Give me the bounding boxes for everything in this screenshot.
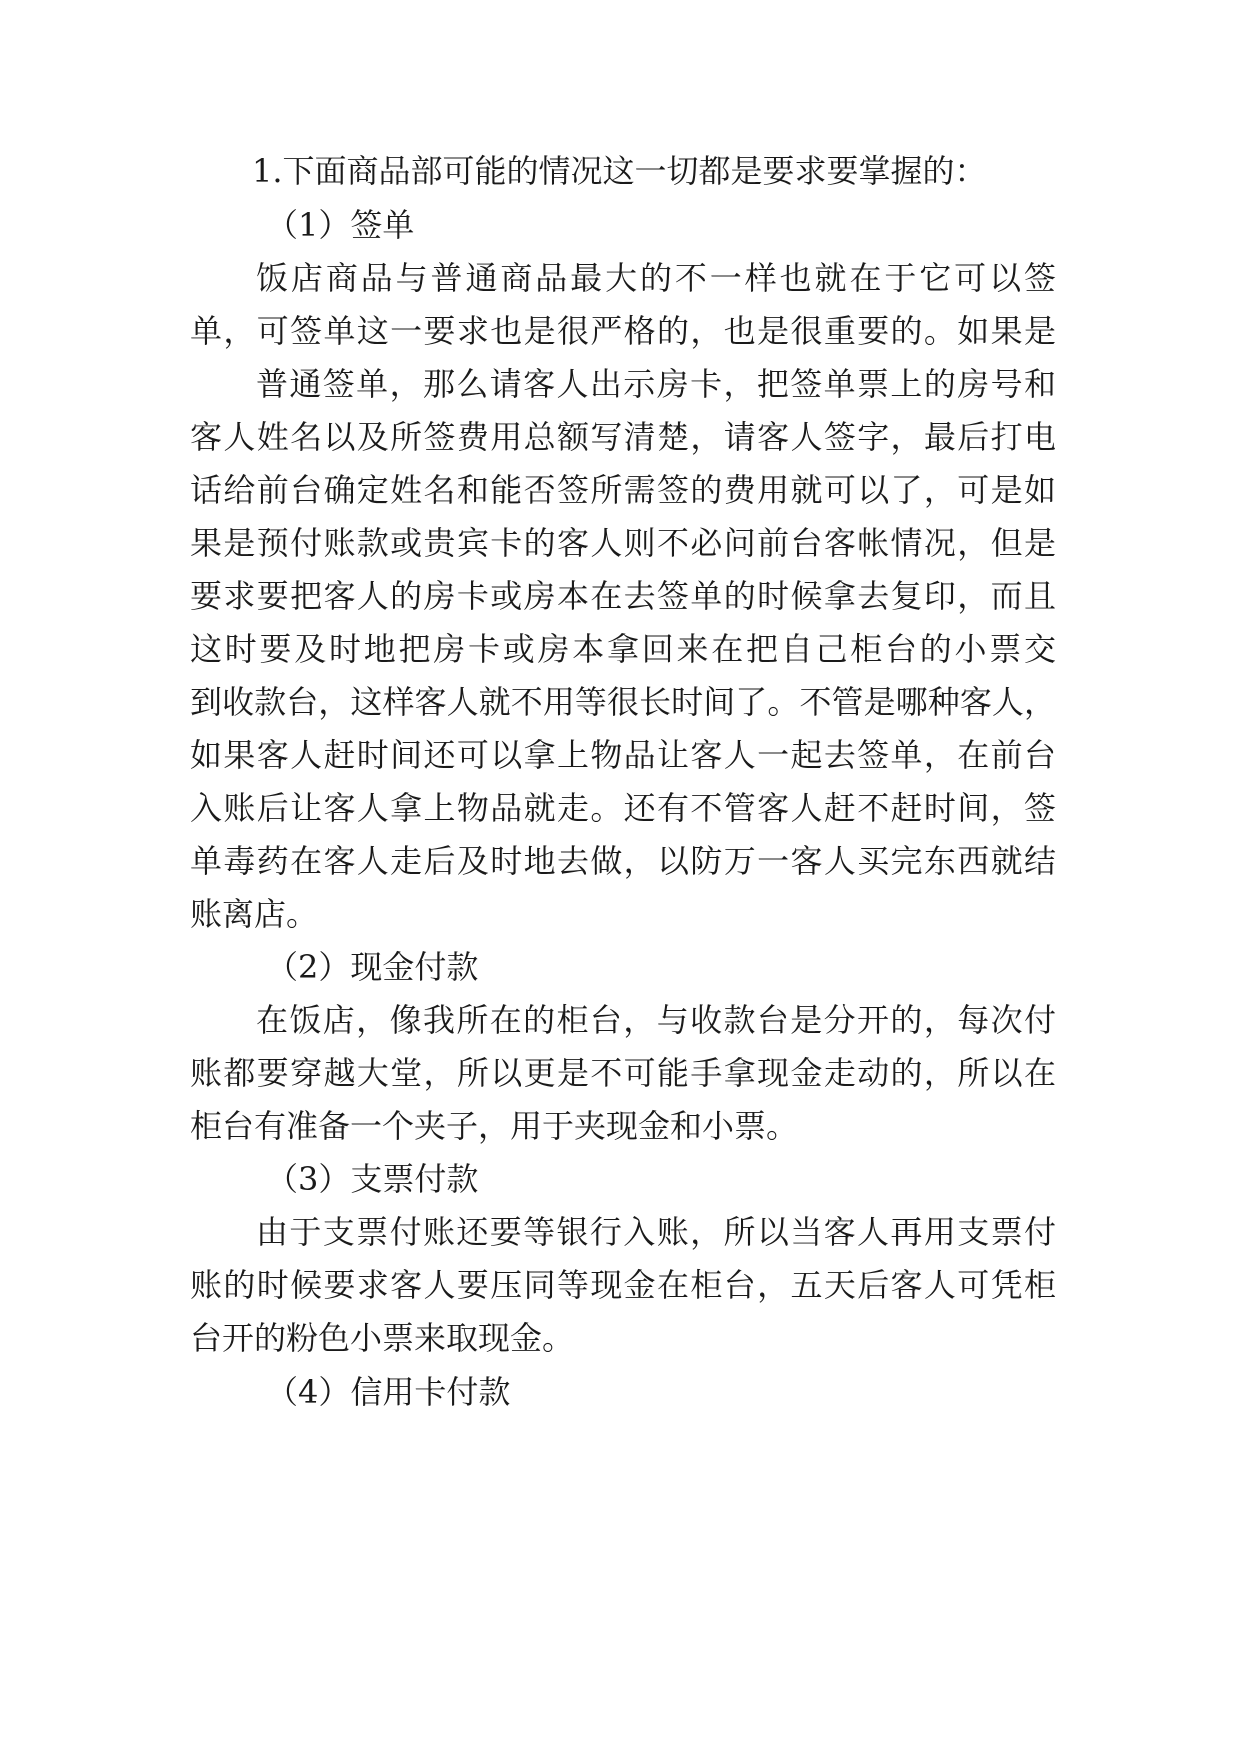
- paragraph-line: 这时要及时地把房卡或房本拿回来在把自己柜台的小票交: [190, 630, 1056, 668]
- paragraph-line: 普通签单，那么请客人出示房卡，把签单票上的房号和: [256, 365, 1056, 403]
- paragraph-line: 由于支票付账还要等银行入账，所以当客人再用支票付: [256, 1213, 1056, 1251]
- paragraph-line: 到收款台，这样客人就不用等很长时间了。不管是哪种客人，: [190, 683, 1056, 721]
- subsection-heading-credit-card: （4）信用卡付款: [266, 1373, 511, 1411]
- paragraph-line: 台开的粉色小票来取现金。: [190, 1319, 575, 1357]
- subsection-heading-cash: （2）现金付款: [266, 948, 479, 986]
- subsection-heading-signing: （1）签单: [266, 206, 415, 244]
- paragraph-line: 账离店。: [190, 895, 319, 933]
- paragraph-line: 客人姓名以及所签费用总额写清楚，请客人签字，最后打电: [190, 418, 1056, 456]
- paragraph-line: 柜台有准备一个夹子，用于夹现金和小票。: [190, 1107, 799, 1145]
- paragraph-line: 果是预付账款或贵宾卡的客人则不必问前台客帐情况，但是: [190, 524, 1056, 562]
- paragraph-line: 账的时候要求客人要压同等现金在柜台，五天后客人可凭柜: [190, 1266, 1056, 1304]
- paragraph-line: 账都要穿越大堂，所以更是不可能手拿现金走动的，所以在: [190, 1054, 1056, 1092]
- subsection-heading-cheque: （3）支票付款: [266, 1160, 479, 1198]
- paragraph-line: 要求要把客人的房卡或房本在去签单的时候拿去复印，而且: [190, 577, 1056, 615]
- paragraph-line: 单，可签单这一要求也是很严格的，也是很重要的。如果是: [190, 312, 1056, 350]
- paragraph-line: 话给前台确定姓名和能否签所需签的费用就可以了，可是如: [190, 471, 1056, 509]
- paragraph-line: 饭店商品与普通商品最大的不一样也就在于它可以签: [256, 259, 1056, 297]
- paragraph-line: 在饭店，像我所在的柜台，与收款台是分开的，每次付: [256, 1001, 1056, 1039]
- paragraph-line: 入账后让客人拿上物品就走。还有不管客人赶不赶时间，签: [190, 789, 1056, 827]
- paragraph-line: 单毒药在客人走后及时地去做，以防万一客人买完东西就结: [190, 842, 1056, 880]
- section-heading: 1.下面商品部可能的情况这一切都是要求要掌握的：: [252, 152, 987, 190]
- paragraph-line: 如果客人赶时间还可以拿上物品让客人一起去签单，在前台: [190, 736, 1056, 774]
